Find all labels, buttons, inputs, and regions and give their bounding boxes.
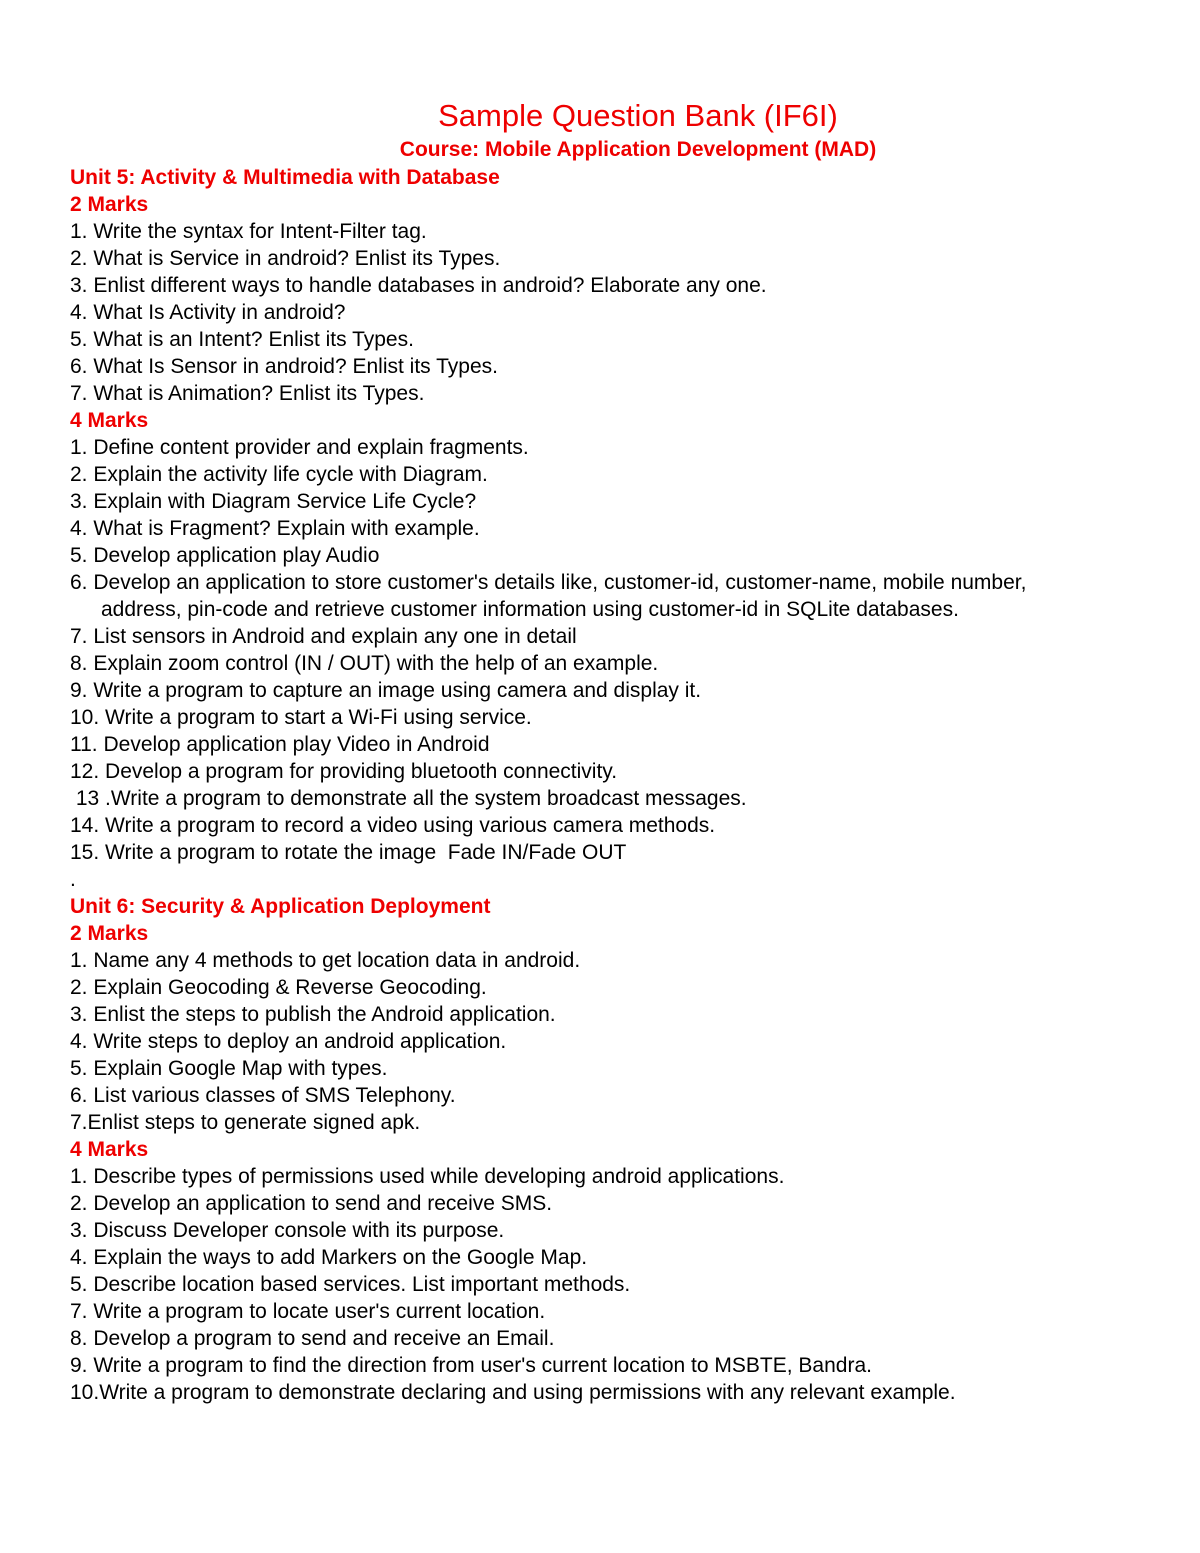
question-item: 1. Write the syntax for Intent-Filter tag. <box>70 220 427 243</box>
question-item: 4. Explain the ways to add Markers on the Google Map. <box>70 1246 588 1269</box>
question-item: 7. List sensors in Android and explain any one in detail <box>70 625 577 648</box>
question-item: 3. Discuss Developer console with its purpose. <box>70 1219 505 1242</box>
question-item: 6. List various classes of SMS Telephony. <box>70 1084 456 1107</box>
question-item: 10. Write a program to start a Wi-Fi using service. <box>70 706 532 729</box>
question-item: 4. What Is Activity in android? <box>70 301 346 324</box>
question-item: 7. Write a program to locate user's current location. <box>70 1300 546 1323</box>
question-item: 7.Enlist steps to generate signed apk. <box>70 1111 421 1134</box>
separator-dot: . <box>70 868 76 891</box>
question-item: 11. Develop application play Video in Android <box>70 733 490 756</box>
question-item: 1. Define content provider and explain fragments. <box>70 436 529 459</box>
question-item: 4. What is Fragment? Explain with example. <box>70 517 480 540</box>
question-item: 2. Develop an application to send and receive SMS. <box>70 1192 553 1215</box>
question-item: 3. Explain with Diagram Service Life Cycle? <box>70 490 477 513</box>
unit5-heading: Unit 5: Activity & Multimedia with Database <box>70 166 500 189</box>
question-item: 12. Develop a program for providing bluetooth connectivity. <box>70 760 618 783</box>
unit5-two-marks-heading: 2 Marks <box>70 193 149 216</box>
question-item: 13 .Write a program to demonstrate all the system broadcast messages. <box>70 787 747 810</box>
question-item: 3. Enlist different ways to handle databases in android? Elaborate any one. <box>70 274 767 297</box>
question-item: 2. Explain the activity life cycle with Diagram. <box>70 463 488 486</box>
unit5-four-marks-heading: 4 Marks <box>70 409 149 432</box>
question-item: 10.Write a program to demonstrate declaring and using permissions with any relevant example. <box>70 1381 956 1404</box>
question-item: 8. Explain zoom control (IN / OUT) with the help of an example. <box>70 652 659 675</box>
question-item: 5. What is an Intent? Enlist its Types. <box>70 328 414 351</box>
unit6-two-marks-list <box>70 947 1150 1136</box>
question-item: 1. Describe types of permissions used while developing android applications. <box>70 1165 785 1188</box>
question-item: 7. What is Animation? Enlist its Types. <box>70 382 425 405</box>
question-item: 3. Enlist the steps to publish the Android application. <box>70 1003 556 1026</box>
course-subtitle: Course: Mobile Application Development (MAD) <box>399 138 877 161</box>
question-item: 6. Develop an application to store customer's details like, customer-id, customer-name, mobile number, address, pin-code and retrieve customer information using customer-id in SQLite databases. <box>70 571 1027 621</box>
unit6-two-marks-heading: 2 Marks <box>70 922 149 945</box>
unit5-two-marks-list <box>70 218 1150 407</box>
page-title: Sample Question Bank (IF6I) <box>438 98 838 133</box>
question-item: 2. Explain Geocoding & Reverse Geocoding. <box>70 976 487 999</box>
question-item: 9. Write a program to find the direction from user's current location to MSBTE, Bandra. <box>70 1354 872 1377</box>
question-item: 2. What is Service in android? Enlist its Types. <box>70 247 501 270</box>
document-page <box>70 96 1150 1406</box>
unit5-four-marks-list <box>70 434 1150 866</box>
unit6-four-marks-list <box>70 1163 1150 1406</box>
question-item: 5. Develop application play Audio <box>70 544 380 567</box>
question-item: 5. Describe location based services. List important methods. <box>70 1273 631 1296</box>
unit6-four-marks-heading: 4 Marks <box>70 1138 149 1161</box>
question-item: 5. Explain Google Map with types. <box>70 1057 388 1080</box>
unit6-heading: Unit 6: Security & Application Deployment <box>70 895 491 918</box>
question-item: 8. Develop a program to send and receive an Email. <box>70 1327 555 1350</box>
question-item: 15. Write a program to rotate the image Fade IN/Fade OUT <box>70 841 627 864</box>
question-item: 6. What Is Sensor in android? Enlist its Types. <box>70 355 498 378</box>
question-item: 4. Write steps to deploy an android application. <box>70 1030 507 1053</box>
question-item: 1. Name any 4 methods to get location data in android. <box>70 949 581 972</box>
question-item: 9. Write a program to capture an image using camera and display it. <box>70 679 702 702</box>
question-item: 14. Write a program to record a video using various camera methods. <box>70 814 716 837</box>
